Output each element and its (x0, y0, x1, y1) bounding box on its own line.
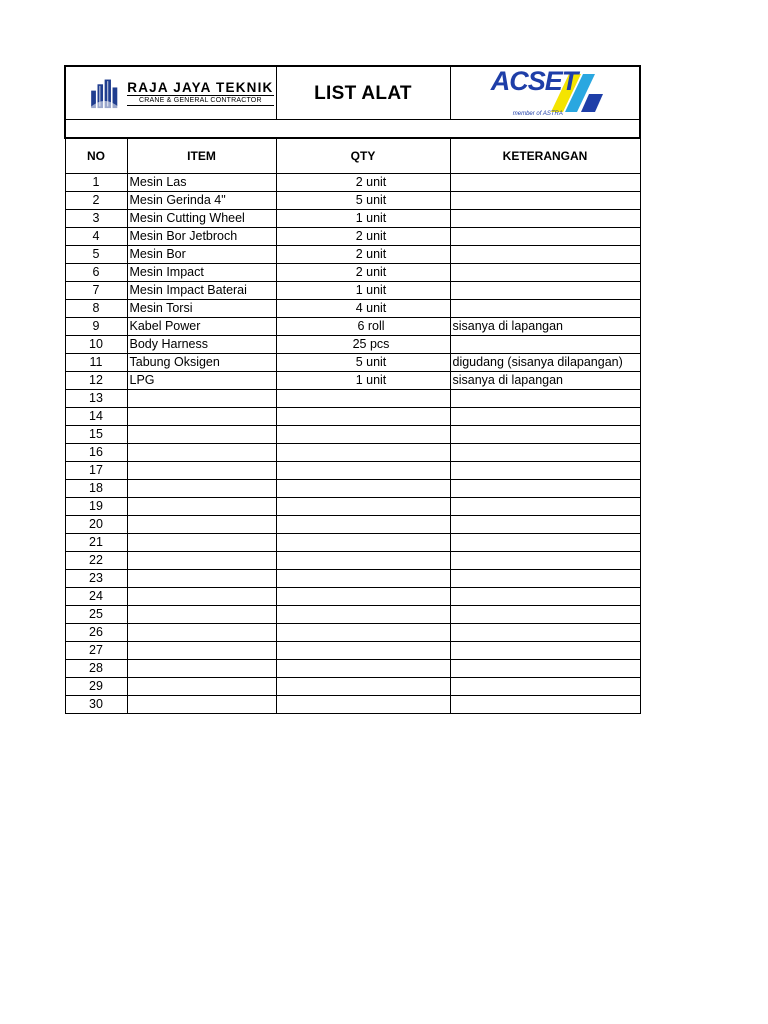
row-qty-value: 1 unit (355, 283, 387, 297)
row-qty (276, 210, 450, 228)
row-keterangan (450, 336, 640, 354)
table-row (65, 534, 640, 552)
row-qty (276, 624, 450, 642)
col-header-item: ITEM (127, 138, 276, 174)
row-qty (276, 264, 450, 282)
row-qty-value: 1 unit (355, 373, 387, 387)
row-qty (276, 336, 450, 354)
row-keterangan (450, 264, 640, 282)
row-no: 6 (65, 264, 127, 282)
company-name-right: ACSET (490, 66, 578, 96)
table-row (65, 444, 640, 462)
row-item: Mesin Bor (127, 246, 276, 264)
row-keterangan: digudang (sisanya dilapangan) (450, 354, 640, 372)
row-no: 13 (65, 390, 127, 408)
table-row (65, 498, 640, 516)
company-tagline-left: CRANE & GENERAL CONTRACTOR (127, 95, 273, 106)
row-qty (276, 660, 450, 678)
row-item (127, 642, 276, 660)
row-qty (276, 570, 450, 588)
row-qty (276, 462, 450, 480)
row-no: 2 (65, 192, 127, 210)
row-keterangan (450, 174, 640, 192)
row-qty (276, 228, 450, 246)
row-item: LPG (127, 372, 276, 390)
document-title: LIST ALAT (276, 66, 450, 120)
row-keterangan (450, 588, 640, 606)
row-qty (276, 354, 450, 372)
row-item (127, 444, 276, 462)
table-row (65, 624, 640, 642)
table-row (65, 318, 640, 336)
table-row (65, 300, 640, 318)
row-no: 23 (65, 570, 127, 588)
row-keterangan (450, 570, 640, 588)
row-item: Mesin Torsi (127, 300, 276, 318)
row-qty-value: 2 unit (355, 175, 387, 189)
row-keterangan (450, 300, 640, 318)
table-row (65, 336, 640, 354)
table-row (65, 228, 640, 246)
row-item (127, 624, 276, 642)
row-item (127, 552, 276, 570)
table-row (65, 516, 640, 534)
table-row (65, 552, 640, 570)
row-no: 16 (65, 444, 127, 462)
table-row (65, 210, 640, 228)
row-item (127, 408, 276, 426)
row-qty (276, 552, 450, 570)
col-header-qty: QTY (276, 138, 450, 174)
row-no: 12 (65, 372, 127, 390)
row-keterangan (450, 228, 640, 246)
row-keterangan (450, 282, 640, 300)
row-qty-value: 2 unit (355, 247, 387, 261)
row-no: 17 (65, 462, 127, 480)
table-row (65, 282, 640, 300)
row-keterangan (450, 516, 640, 534)
table-row (65, 246, 640, 264)
row-qty (276, 246, 450, 264)
spacer-row (65, 120, 640, 139)
col-header-keterangan: KETERANGAN (450, 138, 640, 174)
table-row (65, 264, 640, 282)
row-no: 22 (65, 552, 127, 570)
table-row (65, 354, 640, 372)
row-keterangan (450, 606, 640, 624)
row-qty-value: 1 unit (355, 211, 387, 225)
row-keterangan (450, 480, 640, 498)
company-name-left: RAJA JAYA TEKNIK (127, 80, 274, 95)
row-keterangan (450, 534, 640, 552)
row-qty (276, 318, 450, 336)
row-item: Mesin Impact Baterai (127, 282, 276, 300)
row-qty (276, 426, 450, 444)
row-qty-value: 5 unit (355, 193, 387, 207)
row-qty-value: 6 roll (357, 319, 385, 333)
building-logo-icon (88, 72, 121, 114)
row-no: 27 (65, 642, 127, 660)
logo-acset (450, 66, 640, 120)
row-qty-value: 2 unit (355, 229, 387, 243)
row-qty (276, 534, 450, 552)
equipment-table (64, 65, 641, 714)
table-row (65, 462, 640, 480)
row-qty-value: 25 pcs (352, 337, 390, 351)
row-no: 24 (65, 588, 127, 606)
row-no: 11 (65, 354, 127, 372)
row-keterangan (450, 192, 640, 210)
row-qty (276, 174, 450, 192)
row-keterangan: sisanya di lapangan (450, 372, 640, 390)
row-keterangan (450, 624, 640, 642)
table-row (65, 480, 640, 498)
table-row (65, 192, 640, 210)
row-item (127, 570, 276, 588)
row-no: 15 (65, 426, 127, 444)
row-keterangan (450, 696, 640, 714)
table-body (65, 174, 640, 714)
row-item (127, 660, 276, 678)
row-no: 19 (65, 498, 127, 516)
row-no: 9 (65, 318, 127, 336)
row-item (127, 534, 276, 552)
row-qty (276, 678, 450, 696)
row-keterangan (450, 660, 640, 678)
row-keterangan (450, 246, 640, 264)
row-keterangan (450, 390, 640, 408)
row-item (127, 498, 276, 516)
row-item: Mesin Las (127, 174, 276, 192)
row-item: Mesin Cutting Wheel (127, 210, 276, 228)
row-qty (276, 282, 450, 300)
row-no: 10 (65, 336, 127, 354)
row-item: Kabel Power (127, 318, 276, 336)
table-row (65, 678, 640, 696)
equipment-list-sheet (64, 65, 639, 714)
row-no: 21 (65, 534, 127, 552)
header-row (65, 66, 640, 120)
row-qty (276, 192, 450, 210)
row-qty (276, 408, 450, 426)
col-header-no: NO (65, 138, 127, 174)
row-keterangan (450, 426, 640, 444)
row-qty (276, 606, 450, 624)
row-no: 5 (65, 246, 127, 264)
row-qty (276, 588, 450, 606)
row-item (127, 462, 276, 480)
row-item (127, 588, 276, 606)
row-no: 8 (65, 300, 127, 318)
row-no: 20 (65, 516, 127, 534)
row-item (127, 480, 276, 498)
row-item: Mesin Gerinda 4" (127, 192, 276, 210)
row-no: 30 (65, 696, 127, 714)
row-keterangan (450, 678, 640, 696)
row-item (127, 516, 276, 534)
row-no: 28 (65, 660, 127, 678)
table-row (65, 390, 640, 408)
row-qty (276, 642, 450, 660)
row-qty (276, 390, 450, 408)
company-tagline-right: member of ASTRA (512, 111, 563, 117)
row-keterangan: sisanya di lapangan (450, 318, 640, 336)
row-item (127, 696, 276, 714)
table-row (65, 696, 640, 714)
row-no: 1 (65, 174, 127, 192)
row-qty-value: 5 unit (355, 355, 387, 369)
column-header-row (65, 138, 640, 174)
row-no: 29 (65, 678, 127, 696)
row-item: Mesin Bor Jetbroch (127, 228, 276, 246)
row-item (127, 606, 276, 624)
table-row (65, 660, 640, 678)
row-item: Tabung Oksigen (127, 354, 276, 372)
row-qty-value: 2 unit (355, 265, 387, 279)
row-qty (276, 516, 450, 534)
row-keterangan (450, 462, 640, 480)
row-no: 14 (65, 408, 127, 426)
row-no: 4 (65, 228, 127, 246)
table-row (65, 588, 640, 606)
row-keterangan (450, 444, 640, 462)
table-row (65, 642, 640, 660)
table-row (65, 408, 640, 426)
row-item (127, 678, 276, 696)
table-row (65, 570, 640, 588)
row-item (127, 390, 276, 408)
row-qty (276, 498, 450, 516)
row-item (127, 426, 276, 444)
row-qty (276, 444, 450, 462)
row-no: 7 (65, 282, 127, 300)
table-row (65, 372, 640, 390)
row-qty (276, 696, 450, 714)
row-keterangan (450, 642, 640, 660)
table-row (65, 174, 640, 192)
row-item: Mesin Impact (127, 264, 276, 282)
row-qty (276, 372, 450, 390)
row-no: 25 (65, 606, 127, 624)
row-no: 3 (65, 210, 127, 228)
row-item: Body Harness (127, 336, 276, 354)
row-keterangan (450, 552, 640, 570)
row-keterangan (450, 408, 640, 426)
row-keterangan (450, 498, 640, 516)
logo-raja-jaya-teknik (65, 66, 276, 120)
row-keterangan (450, 210, 640, 228)
row-qty (276, 300, 450, 318)
row-qty-value: 4 unit (355, 301, 387, 315)
table-row (65, 606, 640, 624)
row-no: 18 (65, 480, 127, 498)
table-row (65, 426, 640, 444)
row-no: 26 (65, 624, 127, 642)
row-qty (276, 480, 450, 498)
